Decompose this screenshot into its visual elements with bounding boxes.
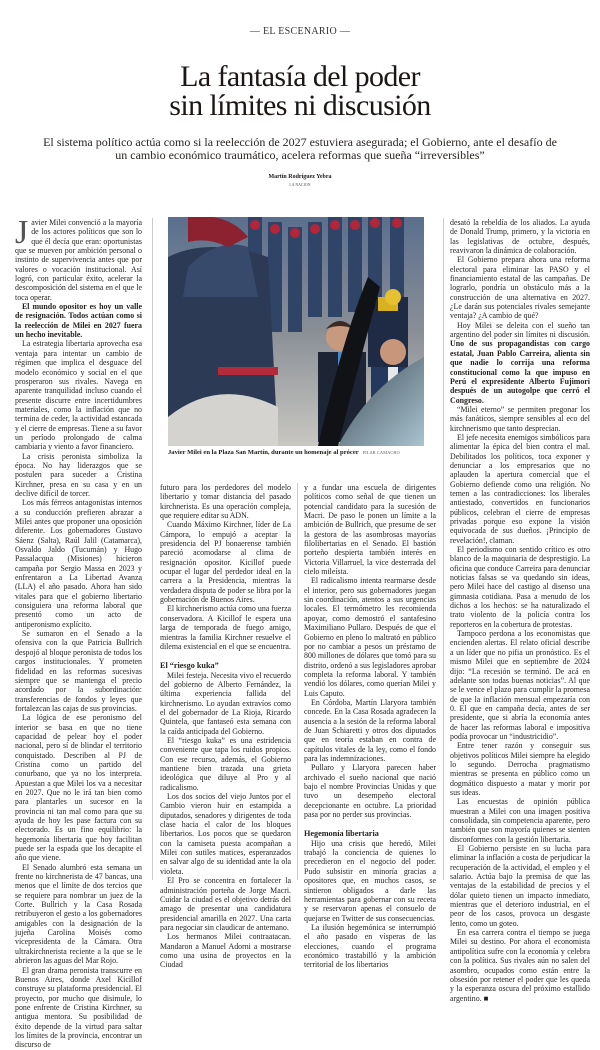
- subtitle: El sistema político actúa como si la reelección de 2027 estuviera asegurada; el Gobierno, ante el desafío de un cambio económico traumático, acelera reformas que sueña “irreversibles”: [43, 135, 557, 162]
- paragraph: Se sumaron en el Senado a la ofensiva con la que Patricia Bullrich despojó al bloque peronista de todos los cargos institucionales. Y prometen fidelidad en las reformas sucesivas siempre que se mantenga el precio acordado por la subordinación: transferencias de fondos y leyes que fortalezcan las cajas de sus provincias.: [15, 629, 142, 713]
- photo-caption-text: Javier Milei en la Plaza San Martín, durante un homenaje al prócer: [168, 449, 359, 456]
- headline-line-2: sin límites ni discusión: [169, 89, 431, 122]
- paragraph: Los hermanos Milei contraatacan. Mandaron a Manuel Adorni a mostrarse como una usina de proyectos en la Ciudad: [160, 932, 291, 970]
- paragraph: El “riesgo kuka” es una estridencia conveniente que tapa los ruidos propios. Con ese recurso, además, el Gobierno mantiene bien trazada una grieta ideológica que diluye al Pro y al radicalismo.: [160, 736, 291, 792]
- drop-cap: J: [15, 214, 29, 251]
- article-column-4: [450, 218, 590, 1003]
- photo-caption: [168, 449, 438, 456]
- paragraph: Los más férreos antagonistas internos a su conducción prefieren abrazar a Milei antes que proponer una oposición diferente. Los gobernadores Gustavo Sáenz (Salta), Raúl Jalil (Catamarca), Osvaldo Jaldo (Tucumán) y Hugo Passalacqua (Misiones) hicieron campaña por Sergio Massa en 2023 y enfrentaron a La Libertad Avanza (LLA) el año pasado. Ahora han sido vitales para que el gobierno libertario consiguiera una reforma laboral que presentó como un acto de antiperonismo explícito.: [15, 498, 142, 629]
- paragraph: La lógica de ese peronismo del interior se basa en que no tiene capacidad de pelear hoy el poder nacional, pero sí de blindar el territorio conquistado. Describen al PJ de Cristina como un partido del conurbano, que ya no los interpreta. Apuestan a que Milei los va a necesitar en 2027. Que no le irá tan bien como para plantarles un sucesor en la provincia ni tan mal como para que su ayuda de hoy les pase factura con su electorado. Es un fino equilibrio: la hegemonía libertaria que hoy facilitan puede ser la espada que los decapite el año que viene.: [15, 713, 142, 863]
- article-column-2: [160, 483, 291, 970]
- photo-credit: PILAR CAMACHO: [362, 450, 400, 455]
- paragraph: Hijo una crisis que heredó, Milei trabajó la conciencia de quienes lo precedieron en el negocio del poder. Pudo subsistir en minoría gracias a opositores que, en muchos casos, se sintieron obligados a darle las herramientas para gobernar con su receta y se reservaron apenas el consuelo de quejarse en Twitter de sus consecuencias.: [304, 838, 436, 923]
- paragraph: Cuando Máximo Kirchner, líder de La Cámpora, lo empujó a aceptar la presidencia del PJ bonaerense también pareció acomodarse al clima de resignación opositor. Kicillof puede ocupar el lugar del perdedor ideal en la carrera a la Presidencia, mientras la verdadera disputa de poder se libra por la gobernación de Buenos Aires.: [160, 520, 291, 605]
- paragraph-bold-text: Uno de sus propagandistas con cargo estatal, Juan Pablo Carreira, alienta sin que nadie lo corrija una reforma constitucional como la que impuso en Perú el expresidente Alberto Fujimori después de un autogolpe que cerró el Congreso.: [450, 339, 590, 405]
- paragraph: El Pro se concentra en fortalecer la administración porteña de Jorge Macri. Cuidar la ciudad es el objetivo detrás del amago de presentar una candidatura presidencial amarilla en 2027. Una carta para negociar sin claudicar de antemano.: [160, 876, 291, 932]
- paragraph: “Milei eterno” se permiten pregonar los más fanáticos, siempre sensibles al eco del kirchnerismo que tanto desprecian.: [450, 404, 590, 433]
- headline-line-1: La fantasía del poder: [180, 60, 420, 93]
- paragraph: futuro para los perdedores del modelo libertario y tomar distancia del pasado kirchnerista. Es una operación compleja, que requiere editar su ADN.: [160, 483, 291, 521]
- paragraph: Milei festeja. Necesita vivo el recuerdo del gobierno de Alberto Fernández, la última experiencia fallida del kirchnerismo. Lo ayudan extravíos como el del gobernador de La Rioja, Ricardo Quintela, que fantaseó esta semana con la caída anticipada del Gobierno.: [160, 670, 292, 736]
- paragraph: La estrategia libertaria aprovecha esa ventaja para intentar un cambio de régimen que implica el desguace del modelo económico y social en el que prosperaron sus rivales. Navega en aparente tranquilidad incluso cuando el presente discurre entre incertidumbres materiales, como la inflación que no termina de ceder, la actividad estancada y el cierre de empresas. Tiene a su favor un período prolongado de calma cambiaria y viento a favor financiero.: [15, 339, 142, 452]
- column-divider: [443, 218, 444, 880]
- paragraph-text: Hoy Milei se deleita con el sueño tan argentino del poder sin límites ni discusión.: [450, 320, 590, 340]
- paragraph: Los dos socios del viejo Juntos por el Cambio vieron huir en estampida a diputados, senadores y dirigentes de toda clase hacia el calor de los bloques libertarios. Los pocos que se quedaron con la camiseta puesta acompañan a Milei con sutiles matices, esperanzados en salvar algo de su identidad ante la ola violeta.: [160, 792, 291, 876]
- subheading: El “riesgo kuka”: [160, 661, 219, 671]
- subheading: Hegemonía libertaria: [304, 829, 379, 839]
- paragraph: Tampoco perdona a los economistas que encienden alertas. El relato oficial describe a un líder que no pifia un pronóstico. Es el mismo Milei que en septiembre de 2024 dijo: “La recesión se terminó. De acá en adelante son todas buenas noticias”. Al que se le vence el plazo para cumplir la promesa de que la inflación mensual empezaría con 0. El que en campaña decía, antes de ser presidente, que si abría la economía antes de hacer las reformas laboral e impositiva podía provocar un “industricidio”.: [450, 629, 590, 741]
- section-label: — EL ESCENARIO —: [249, 26, 351, 37]
- paragraph-text: avier Milei convenció a la mayoría de los actores políticos que son lo que él decía que eran: oportunistas que se mueven por ambición personal o instinto de supervivencia antes que por valores o vocación institucional. Así logró, con particular éxito, acelerar la descomposición del sistema en el que le toca operar.: [15, 218, 142, 302]
- paragraph: El jefe necesita enemigos simbólicos para alimentar la épica del bien contra el mal. Debilitados los políticos, toca exponer y denunciar a los empresarios que no aplauden la apertura comercial que el Gobierno defiende como una religión. No temen a las contradicciones: los liberales antiestado, convertidos en funcionarios públicos, celebran el cierre de empresas privadas porque eso expone la visión equivocada de sus dueños. ¡Principio de revelación!, claman.: [450, 432, 590, 545]
- paragraph: y a fundar una escuela de dirigentes políticos como señal de que tienen un potencial candidato para la sucesión de Macri. De paso le ponen un límite a la ambición de Bullrich, que presume de ser la gestora de las asombrosas mayorías filolibertarias en el Senado. El bastión porteño despierta también interés en Victoria Villarruel, la vice desterrada del cielo mileísta.: [304, 483, 436, 577]
- paragraph: El Gobierno prepara ahora una reforma electoral para eliminar las PASO y el financiamiento estatal de las campañas. De lograrlo, pondría un obstáculo más a la construcción de una alternativa en 2027. ¿Le darán sus potenciales rivales semejante ventaja? ¿A cambio de qué?: [450, 255, 590, 321]
- paragraph: El Gobierno persiste en su lucha para eliminar la inflación a costa de perjudicar la recuperación de la actividad, el empleo y el salario. Actúa bajo la premisa de que las ventajas de la estabilidad de precios y el dólar quieto tienen un impacto inmediato, mientras que el deterioro industrial, en el peor de los casos, provoca un desgaste lento, como un goteo.: [450, 844, 590, 928]
- paragraph: Entre tener razón y conseguir sus objetivos políticos Milei siempre ha elegido lo segundo. Derrocha pragmatismo mientras se presenta en público como un dogmático dispuesto a matar y morir por sus ideas.: [450, 741, 590, 797]
- paragraph: El radicalismo intenta rearmarse desde el interior, pero sus gobernadores juegan sin coordinación, atentos a sus urgencias locales. El termómetro les recomienda apoyar, como demostró el santafesino Maximiliano Pullaro. Después de que el Gobierno en pleno lo maltrató en público por no cambiar a pesos un préstamo de 800 millones de dólares que tomó para su distrito, ordenó a sus legisladores aprobar completa la reforma laboral. Y también vendió los dólares, como querían Milei y Luis Caputo.: [304, 576, 436, 698]
- article-column-3: [304, 483, 436, 970]
- byline-outlet: LA NACION: [289, 183, 311, 187]
- paragraph: desató la rebeldía de los aliados. La ayuda de Donald Trump, primero, y la victoria en las legislativas de octubre, después, reavivaron la dinámica de colaboración.: [450, 218, 590, 256]
- article-column-1: [15, 214, 142, 1050]
- paragraph: El gran drama peronista transcurre en Buenos Aires, donde Axel Kicillof construye su plataforma presidencial. El proyecto, por mucho que disimule, lo pone enfrente de Cristina Kirchner, su antigua mentora. Su posibilidad de éxito depende de la virtud para saltar los límites de la provincia, encontrar un discurso de: [15, 965, 142, 1050]
- paragraph: En Córdoba, Martín Llaryora también concede. En la Casa Rosada agradecen la ausencia a la sesión de la reforma laboral de Juan Schiaretti y otros dos diputados que en teoría estaban en contra de capítulos vitales de la ley, como el fondo para las indemnizaciones.: [304, 697, 436, 763]
- paragraph: El periodismo con sentido crítico es otro blanco de la maquinaria de desprestigio. La oficina que conduce Carreira para denunciar noticias falsas se va quedando sin ideas, pero Milei hace del castigo al disenso una gimnasia cotidiana. Pasa a menudo de los dichos a los hechos: se ha naturalizado el trato violento de la policía contra los reporteros en la cobertura de protestas.: [450, 545, 590, 629]
- headline: [0, 62, 600, 120]
- article-photo: [168, 217, 424, 446]
- paragraph: El kirchnerismo actúa como una fuerza conservadora. A Kicillof le espera una larga de temporada de fuego amigo, mientras la familia Kirchner resuelve el dilema existencial en el que se encuentra.: [160, 604, 291, 651]
- byline-author: Martín Rodríguez Yebra: [268, 174, 332, 180]
- column-divider: [152, 218, 153, 880]
- paragraph: Pullaro y Llaryora parecen haber archivado el sueño nacional que nació bajo el nombre Provincias Unidas y que tuvo un desempeño electoral decepcionante en octubre. La prioridad pasa por no perder sus provincias.: [304, 763, 436, 820]
- paragraph: En esa carrera contra el tiempo se juega Milei su destino. Por ahora el economista antipolítica sufre con la economía y celebra con la política. Sus rivales aún no salen del asombro, ocupados como están entre la obsesión por retener el poder que les queda y la esperanza oscura del próximo estallido argentino. ■: [450, 928, 590, 1003]
- column-divider: [297, 483, 298, 880]
- paragraph: La crisis peronista simboliza la época. No hay liderazgos que se postulen para suceder a Cristina Kirchner, presa en su casa y en un declive difícil de torcer.: [15, 451, 142, 498]
- paragraph: Las encuestas de opinión pública muestran a Milei con una imagen positiva consolidada, sin competencia aparente, pero también que son mayoría quienes se sienten disconformes con la gestión libertaria.: [450, 797, 590, 844]
- paragraph: El Senado alumbró esta semana un frente no kirchnerista de 47 bancas, una menos que el límite de dos tercios que se requiere para nombrar un juez de la Corte. Bullrich y la Casa Rosada retribuyeron el gesto a los gobernadores amigables con la designación de la jujeña Carolina Moisés como vicepresidenta de la Cámara. Otra ultrakirchnerista reciente a la que se le abrieron las aguas del Mar Rojo.: [15, 862, 142, 966]
- paragraph: La ilusión hegemónica se interrumpió el año pasado en vísperas de las elecciones, cuando el programa económico trastabilló y la ambición territorial de los libertarios: [304, 922, 436, 970]
- paragraph: [450, 321, 590, 405]
- paragraph: El mundo opositor es hoy un valle de resignación. Todos actúan como si la reelección de Milei en 2027 fuera un hecho inevitable.: [15, 302, 142, 340]
- paragraph: [15, 214, 142, 302]
